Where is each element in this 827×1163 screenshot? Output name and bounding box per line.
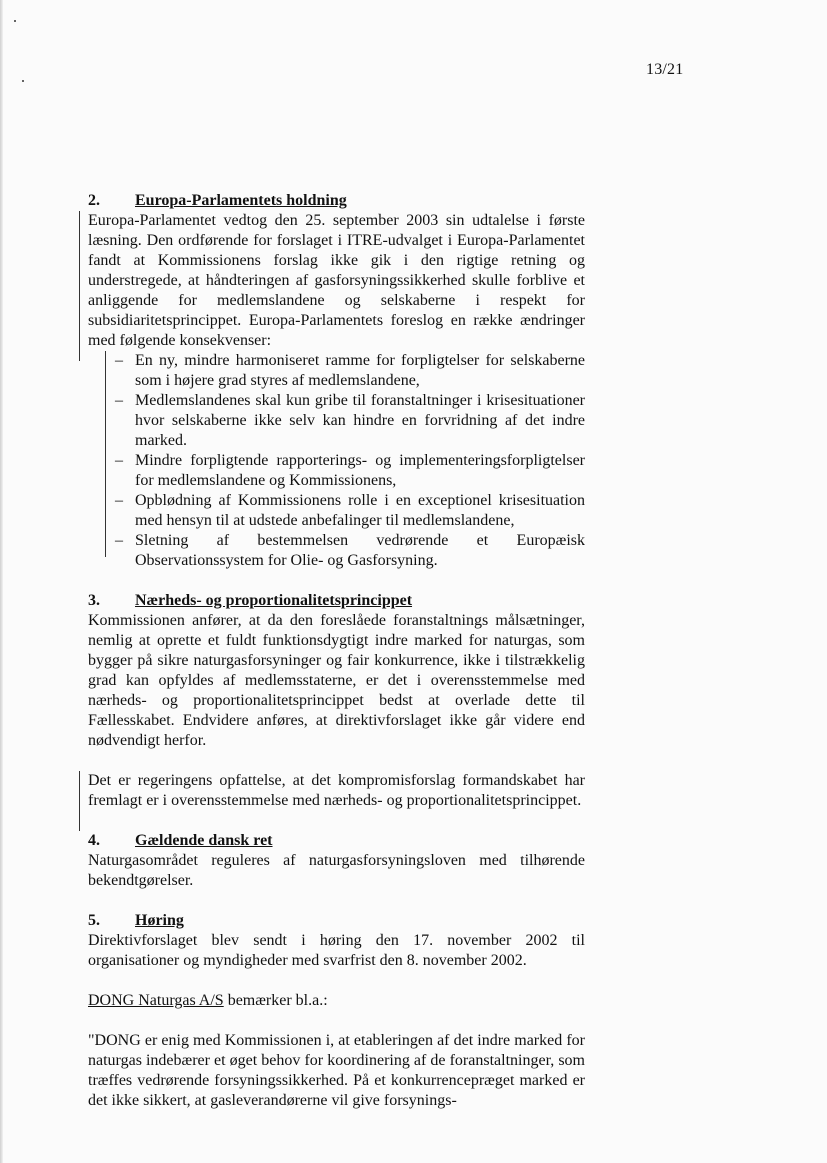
organisation-line (88, 991, 585, 1011)
section-2-body (88, 211, 585, 571)
hearing-quote: "DONG er enig med Kommissionen i, at etableringen af det indre marked for naturgas indebærer et øget behov for koordinering af de foranstaltninger, som træffes vedrørende forsyningssikkerhed. På et konkurrencepræget marked er det ikke sikkert, at gasleverandørerne vil give forsynings- (88, 1032, 585, 1109)
list-item: – Sletning af bestemmelsen vedrørende et Europæisk Observationssystem for Olie- og Gasforsyning. (115, 531, 585, 571)
section-heading (88, 191, 585, 211)
section-paragraph: Europa-Parlamentet vedtog den 25. september 2003 sin udtalelse i første læsning. Den ordførende for forslaget i ITRE-udvalget i Europa-Parlamentet fandt at Kommissionens forslag ikke gik i den rigtige retning og understregede, at håndteringen af gasforsyningssikkerhed skulle forblive et anliggende for medlemslandene og selskaberne i respekt for subsidiaritetsprincippet. Europa-Parlamentets foreslog en række ændringer med følgende konsekvenser: (88, 212, 585, 349)
list-item: – Mindre forpligtende rapporterings- og implementeringsforpligtelser for medlemslandene og Kommissionens, (115, 451, 585, 491)
revision-bar (79, 211, 80, 361)
document-body (88, 191, 585, 1111)
section-title: Europa-Parlamentets holdning (135, 192, 347, 209)
section-number: 3. (88, 592, 100, 609)
section-number: 5. (88, 912, 100, 929)
organisation-suffix: bemærker bl.a.: (223, 992, 328, 1009)
revision-bar (105, 351, 106, 557)
scan-speck (14, 20, 16, 22)
consequence-list (88, 351, 585, 571)
section-title: Gældende dansk ret (135, 832, 273, 849)
section-heading (88, 591, 585, 611)
list-item: – En ny, mindre harmoniseret ramme for forpligtelser for selskaberne som i højere grad styres af medlemslandene, (115, 351, 585, 391)
section-paragraph: Naturgasområdet reguleres af naturgasforsyningsloven med tilhørende bekendtgørelser. (88, 852, 585, 889)
government-opinion (88, 771, 585, 811)
section-paragraph: Direktivforslaget blev sendt i høring den 17. november 2002 til organisationer og myndigheder med svarfrist den 8. november 2002. (88, 932, 585, 969)
page-edge (0, 0, 3, 1163)
list-item: – Medlemslandenes skal kun gribe til foranstaltninger i krisesituationer hvor selskaberne ikke selv kan hindre en forvridning af det indre marked. (115, 391, 585, 451)
section-paragraph: Det er regeringens opfattelse, at det kompromisforslag formandskabet har fremlagt er i overensstemmelse med nærheds- og proportionalitetsprincippet. (88, 772, 585, 809)
list-item: – Opblødning af Kommissionens rolle i en exceptionel krisesituation med hensyn til at udstede anbefalinger til medlemslandene, (115, 491, 585, 531)
section-title: Nærheds- og proportionalitetsprincippet (135, 592, 413, 609)
section-2 (88, 191, 585, 571)
section-paragraph: Kommissionen anfører, at da den foreslåede foranstaltnings målsætninger, nemlig at oprette et fuldt funktionsdygtigt indre marked for naturgas, som bygger på sikre naturgasforsyninger og fair konkurrence, ikke i tilstrækkelig grad kan opfyldes af medlemsstaterne, er det i overensstemmelse med nærheds- og proportionalitetsprincippet bedst at overlade dette til Fællesskabet. Endvidere anføres, at direktivforslaget ikke går videre end nødvendigt herfor. (88, 612, 585, 749)
section-number: 2. (88, 192, 100, 209)
organisation-name: DONG Naturgas A/S (88, 992, 224, 1009)
scan-speck (22, 80, 24, 82)
section-heading (88, 831, 585, 851)
section-4 (88, 831, 585, 891)
section-3 (88, 591, 585, 811)
section-title: Høring (135, 912, 184, 929)
section-5 (88, 911, 585, 1111)
revision-bar (79, 771, 80, 831)
section-heading (88, 911, 585, 931)
section-number: 4. (88, 832, 100, 849)
page-number: 13/21 (646, 61, 684, 78)
